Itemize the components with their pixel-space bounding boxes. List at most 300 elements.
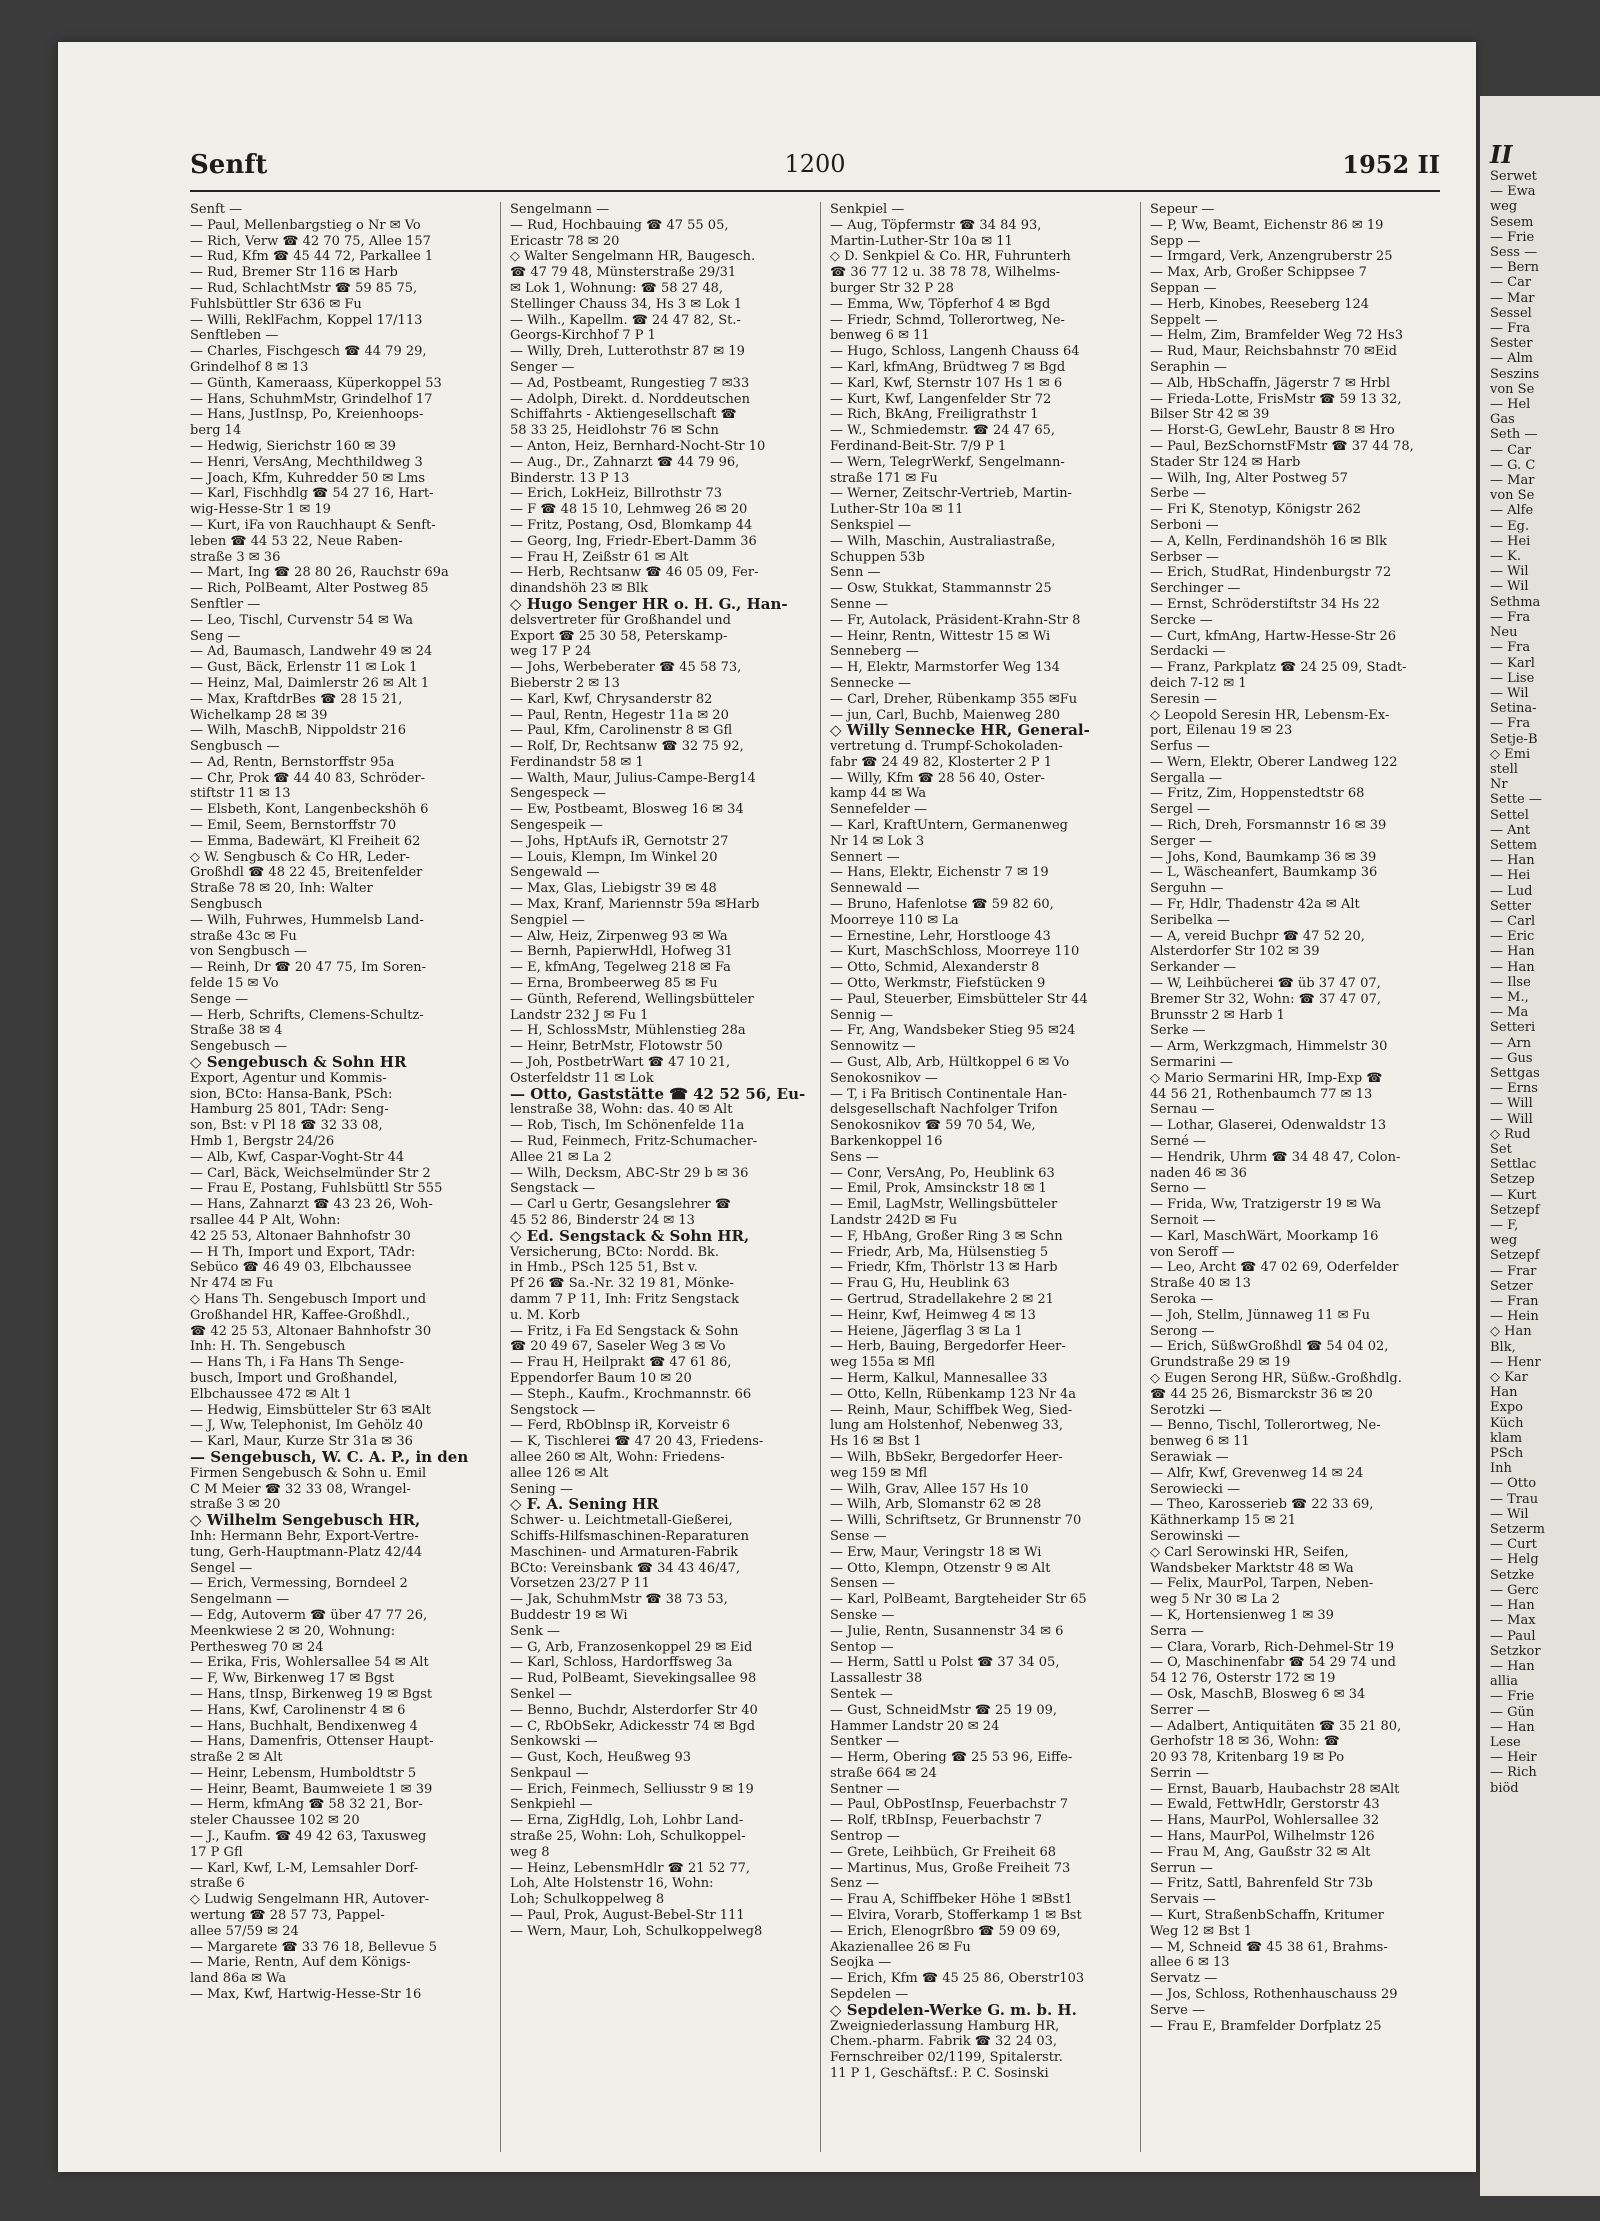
directory-entry-line: — G, Arb, Franzosenkoppel 29 ✉ Eid <box>510 1639 753 1655</box>
directory-entry-line: Sentker — <box>830 1734 900 1750</box>
adjacent-page-line: — Han <box>1490 1658 1535 1674</box>
directory-entry-line: land 86a ✉ Wa <box>190 1971 287 1987</box>
directory-entry-line: — Friedr, Kfm, Thörlstr 13 ✉ Harb <box>830 1260 1058 1276</box>
directory-entry-line: allee 260 ✉ Alt, Wohn: Friedens- <box>510 1449 725 1465</box>
adjacent-page-line: — Max <box>1490 1613 1536 1629</box>
directory-entry-line: — Hans, Buchhalt, Bendixenweg 4 <box>190 1718 418 1734</box>
directory-entry-line: sion, BCto: Hansa-Bank, PSch: <box>190 1086 393 1102</box>
directory-entry-line: Hamburg 25 801, TAdr: Seng- <box>190 1102 389 1118</box>
directory-entry-line: — Fritz, Postang, Osd, Blomkamp 44 <box>510 517 753 533</box>
page-number: 1200 <box>784 150 846 178</box>
directory-entry-line: — Karl, Kwf, Chrysanderstr 82 <box>510 691 713 707</box>
directory-entry-line: — Fr, Autolack, Präsident-Krahn-Str 8 <box>830 612 1081 628</box>
adjacent-page-line: Setzke <box>1490 1567 1535 1583</box>
directory-entry-line: — Heiene, Jägerflag 3 ✉ La 1 <box>830 1323 1023 1339</box>
adjacent-page-line: Setzer <box>1490 1278 1533 1294</box>
adjacent-page-line: weg <box>1490 1233 1518 1249</box>
directory-entry-line: Hs 16 ✉ Bst 1 <box>830 1434 922 1450</box>
directory-entry-line: Serguhn — <box>1150 881 1224 897</box>
directory-entry-line: — Frau G, Hu, Heublink 63 <box>830 1276 1010 1292</box>
directory-entry-line: — Kurt, StraßenbSchaffn, Kritumer <box>1150 1908 1384 1924</box>
directory-entry-line: Serrun — <box>1150 1860 1213 1876</box>
directory-entry-line: — Karl, MaschWärt, Moorkamp 16 <box>1150 1228 1379 1244</box>
directory-entry-line: Sennewald — <box>830 881 920 897</box>
directory-entry-line: Schiffahrts - Aktiengesellschaft ☎ <box>510 407 737 423</box>
directory-entry-line: Bieberstr 2 ✉ 13 <box>510 675 620 691</box>
directory-entry-line: ◇ Wilhelm Sengebusch HR, <box>190 1513 421 1529</box>
adjacent-page-line: — Fra <box>1490 321 1531 337</box>
adjacent-page-line: ◇ Han <box>1490 1324 1532 1340</box>
adjacent-page-line: — Alfe <box>1490 503 1534 519</box>
directory-entry-line: — Alw, Heiz, Zirpenweg 93 ✉ Wa <box>510 928 728 944</box>
directory-entry-line: — Hedwig, Eimsbütteler Str 63 ✉Alt <box>190 1402 431 1418</box>
adjacent-page-line: Settel <box>1490 807 1529 823</box>
directory-entry-line: — Karl, Fischhdlg ☎ 54 27 16, Hart- <box>190 486 434 502</box>
directory-entry-line: ✉ Lok 1, Wohnung: ☎ 58 27 48, <box>510 280 724 296</box>
directory-entry-line: — Horst-G, GewLehr, Baustr 8 ✉ Hro <box>1150 423 1395 439</box>
column-divider <box>500 202 501 2152</box>
directory-entry-line: — Hans, Kwf, Carolinenstr 4 ✉ 6 <box>190 1702 406 1718</box>
adjacent-page-line: — Erns <box>1490 1081 1538 1097</box>
directory-entry-line: — Karl, kfmAng, Brüdtweg 7 ✉ Bgd <box>830 359 1066 375</box>
directory-entry-line: straße 2 ✉ Alt <box>190 1750 283 1766</box>
directory-entry-line: Georgs-Kirchhof 7 P 1 <box>510 328 656 344</box>
directory-entry-line: ◇ Hans Th. Sengebusch Import und <box>190 1291 427 1307</box>
directory-entry-line: tung, Gerh-Hauptmann-Platz 42/44 <box>190 1544 423 1560</box>
directory-entry-line: — Wilh, Decksm, ABC-Str 29 b ✉ 36 <box>510 1165 749 1181</box>
directory-entry-line: — Willy, Kfm ☎ 28 56 40, Oster- <box>830 770 1045 786</box>
directory-entry-line: Servatz — <box>1150 1971 1218 1987</box>
adjacent-page-line: Setzerm <box>1490 1522 1545 1538</box>
adjacent-page-line: biöd <box>1490 1780 1519 1796</box>
directory-entry-line: Serotzki — <box>1150 1402 1222 1418</box>
directory-entry-line: — jun, Carl, Buchb, Maienweg 280 <box>830 707 1061 723</box>
adjacent-page-line: Küch <box>1490 1415 1524 1431</box>
directory-entry-line: — Conr, VersAng, Po, Heublink 63 <box>830 1165 1055 1181</box>
directory-entry-line: — L, Wäscheanfert, Baumkamp 36 <box>1150 865 1378 881</box>
directory-entry-line: Sengelmann — <box>190 1592 290 1608</box>
directory-entry-line: — Hans, Zahnarzt ☎ 43 23 26, Woh- <box>190 1197 433 1213</box>
directory-entry-line: Sengespeik — <box>510 818 603 834</box>
directory-entry-line: — Paul, Kfm, Carolinenstr 8 ✉ Gfl <box>510 723 733 739</box>
directory-entry-line: — Hans, Elektr, Eichenstr 7 ✉ 19 <box>830 865 1049 881</box>
directory-entry-line: — Bernh, PapierwHdl, Hofweg 31 <box>510 944 733 960</box>
directory-entry-line: — Paul, Rentn, Hegestr 11a ✉ 20 <box>510 707 729 723</box>
directory-entry-line: Serdacki — <box>1150 644 1226 660</box>
directory-entry-line: u. M. Korb <box>510 1307 580 1323</box>
directory-entry-line: Senge — <box>190 991 249 1007</box>
directory-entry-line: Wandsbeker Marktstr 48 ✉ Wa <box>1150 1560 1354 1576</box>
adjacent-page-line: — Car <box>1490 275 1532 291</box>
directory-entry-line: Meenkwiese 2 ✉ 20, Wohnung: <box>190 1623 396 1639</box>
directory-entry-line: allee 126 ✉ Alt <box>510 1465 609 1481</box>
directory-entry-line: rsallee 44 P Alt, Wohn: <box>190 1213 341 1228</box>
adjacent-page-line: Sethma <box>1490 594 1541 610</box>
directory-entry-line: — Rud, Maur, Reichsbahnstr 70 ✉Eid <box>1150 344 1397 360</box>
directory-entry-line: — Johs, Werbeberater ☎ 45 58 73, <box>510 660 742 676</box>
directory-entry-line: — Kurt, MaschSchloss, Moorreye 110 <box>830 944 1080 960</box>
directory-entry-line: Schuppen 53b <box>830 549 925 565</box>
directory-entry-line: — H, SchlossMstr, Mühlenstieg 28a <box>510 1023 746 1039</box>
directory-entry-line: Stader Str 124 ✉ Harb <box>1150 454 1301 470</box>
directory-entry-line: — Gertrud, Stradellakehre 2 ✉ 21 <box>830 1291 1054 1307</box>
adjacent-page-line: — Wil <box>1490 685 1529 701</box>
directory-entry-line: Sengstock — <box>510 1402 596 1418</box>
directory-entry-line: Loh, Alte Holstenstr 16, Wohn: <box>510 1876 714 1892</box>
directory-entry-line: — Felix, MaurPol, Tarpen, Neben- <box>1150 1576 1374 1592</box>
adjacent-page-line: — Mar <box>1490 290 1535 306</box>
directory-entry-line: — Reinh, Maur, Schiffbek Weg, Sied- <box>830 1402 1073 1418</box>
adjacent-page-line: — Wil <box>1490 1506 1529 1522</box>
adjacent-page-line: — Hein <box>1490 1309 1539 1325</box>
directory-entry-line: — Wilh., Kapellm. ☎ 24 47 82, St.- <box>510 312 741 328</box>
directory-entry-line: — Günth, Kameraass, Küperkoppel 53 <box>190 375 442 391</box>
directory-entry-line: Sengelmann — <box>510 202 610 217</box>
directory-entry-line: — Kurt, Kwf, Langenfelder Str 72 <box>830 391 1052 407</box>
directory-entry-line: — Heinr, Rentn, Wittestr 15 ✉ Wi <box>830 628 1051 644</box>
directory-entry-line: — Otto, Werkmstr, Fiefstücken 9 <box>830 976 1046 992</box>
directory-entry-line: — Fr, Hdlr, Thadenstr 42a ✉ Alt <box>1150 897 1360 913</box>
directory-entry-line: Inh: Hermann Behr, Export-Vertre- <box>190 1528 419 1544</box>
directory-entry-line: ☎ 20 49 67, Saseler Weg 3 ✉ Vo <box>510 1339 726 1355</box>
directory-entry-line: lung am Holstenhof, Nebenweg 33, <box>830 1418 1064 1434</box>
directory-entry-line: — Ernst, Bauarb, Haubachstr 28 ✉Alt <box>1150 1781 1400 1797</box>
directory-entry-line: Schwer- u. Leichtmetall-Gießerei, <box>510 1513 733 1529</box>
adjacent-page-line: — Curt <box>1490 1537 1537 1553</box>
directory-entry-line: — Max, Kranf, Mariennstr 59a ✉Harb <box>510 897 760 913</box>
directory-entry-line: — Erna, Brombeerweg 85 ✉ Fu <box>510 976 718 992</box>
directory-entry-line: naden 46 ✉ 36 <box>1150 1165 1247 1181</box>
directory-entry-line: Serawiak — <box>1150 1449 1229 1465</box>
directory-entry-line: straße 171 ✉ Fu <box>830 470 938 486</box>
directory-entry-line: Seresin — <box>1150 691 1217 707</box>
directory-entry-line: Sepeur — <box>1150 202 1215 217</box>
adjacent-page-line: Sester <box>1490 336 1533 352</box>
directory-entry-line: Senkspiel — <box>830 517 911 533</box>
adjacent-page-line: — Hei <box>1490 533 1531 549</box>
adjacent-page-line: — Ewa <box>1490 184 1536 200</box>
directory-entry-line: — Ew, Postbeamt, Blosweg 16 ✉ 34 <box>510 802 744 818</box>
directory-entry-line: Nr 474 ✉ Fu <box>190 1276 274 1292</box>
directory-entry-line: — Hendrik, Uhrm ☎ 34 48 47, Colon- <box>1150 1149 1401 1165</box>
adjacent-page-line: — Wil <box>1490 579 1529 595</box>
directory-entry-line: Sentop — <box>830 1639 894 1655</box>
directory-entry-line: Senkpiehl — <box>510 1797 593 1813</box>
directory-entry-line: Sergel — <box>1150 802 1211 818</box>
adjacent-page-line: — Fra <box>1490 716 1531 732</box>
directory-entry-line: Serboni — <box>1150 517 1219 533</box>
directory-entry-line: — Paul, Mellenbargstieg o Nr ✉ Vo <box>190 217 421 233</box>
directory-entry-line: — Heinr, Lebensm, Humboldtstr 5 <box>190 1765 417 1781</box>
directory-entry-line: — Hans, MaurPol, Wohlersallee 32 <box>1150 1813 1380 1829</box>
directory-entry-line: Hammer Landstr 20 ✉ 24 <box>830 1718 1000 1734</box>
directory-entry-line: Serkander — <box>1150 960 1237 976</box>
directory-entry-line: Ferdinandstr 58 ✉ 1 <box>510 754 644 770</box>
directory-entry-line: — Walth, Maur, Julius-Campe-Berg14 <box>510 770 756 786</box>
directory-entry-line: weg 159 ✉ Mfl <box>830 1465 928 1481</box>
directory-entry-line: — Rud, Feinmech, Fritz-Schumacher- <box>510 1134 758 1150</box>
directory-entry-line: Serfus — <box>1150 739 1210 755</box>
directory-entry-line: — Wilh, Ing, Alter Postweg 57 <box>1150 470 1348 486</box>
directory-entry-line: — Joh, PostbetrWart ☎ 47 10 21, <box>510 1055 731 1071</box>
directory-entry-line: port, Eilenau 19 ✉ 23 <box>1150 723 1293 739</box>
directory-entry-line: felde 15 ✉ Vo <box>190 976 279 992</box>
directory-entry-line: — Fri K, Stenotyp, Königstr 262 <box>1150 502 1361 518</box>
directory-entry-line: — F ☎ 48 15 10, Lehmweg 26 ✉ 20 <box>510 502 748 518</box>
directory-entry-line: — Erich, Feinmech, Selliusstr 9 ✉ 19 <box>510 1781 754 1797</box>
directory-entry-line: Sengespeck — <box>510 786 606 802</box>
adjacent-page-line: PSch <box>1490 1446 1524 1462</box>
adjacent-page-header: II <box>1490 140 1513 169</box>
directory-entry-line: Serrer — <box>1150 1702 1211 1718</box>
adjacent-page-line: ◇ Emi <box>1490 746 1531 762</box>
adjacent-page-line: — Will <box>1490 1111 1533 1127</box>
directory-entry-line: — Gust, Bäck, Erlenstr 11 ✉ Lok 1 <box>190 660 418 676</box>
directory-entry-line: Sebüco ☎ 46 49 03, Elbchaussee <box>190 1260 412 1276</box>
directory-entry-line: — Theo, Karosserieb ☎ 22 33 69, <box>1150 1497 1374 1513</box>
adjacent-page-line: — K. <box>1490 549 1521 565</box>
directory-entry-line: Seppelt — <box>1150 312 1218 328</box>
directory-entry-line: — Friedr, Arb, Ma, Hülsenstieg 5 <box>830 1244 1049 1260</box>
adjacent-page-line: Lese <box>1490 1734 1521 1750</box>
directory-entry-line: — Rob, Tisch, Im Schönenfelde 11a <box>510 1118 745 1134</box>
directory-entry-line: — Rud, PolBeamt, Sievekingsallee 98 <box>510 1671 757 1687</box>
directory-entry-line: Großhdl ☎ 48 22 45, Breitenfelder <box>190 865 423 881</box>
directory-entry-line: — Karl, PolBeamt, Bargteheider Str 65 <box>830 1592 1087 1608</box>
directory-entry-line: — Franz, Parkplatz ☎ 24 25 09, Stadt- <box>1150 660 1407 676</box>
adjacent-page-line: Nr <box>1490 777 1508 793</box>
directory-entry-line: Allee 21 ✉ La 2 <box>510 1149 612 1165</box>
directory-entry-line: — Frau H, Zeißstr 61 ✉ Alt <box>510 549 689 565</box>
directory-entry-line: Landstr 242D ✉ Fu <box>830 1213 958 1228</box>
directory-entry-line: — Benno, Tischl, Tollerortweg, Ne- <box>1150 1418 1381 1434</box>
directory-entry-line: Sengebusch — <box>190 1039 288 1055</box>
directory-entry-line: Großhandel HR, Kaffee-Großhdl., <box>190 1307 411 1323</box>
directory-entry-line: — Mart, Ing ☎ 28 80 26, Rauchstr 69a <box>190 565 449 581</box>
directory-entry-line: 58 33 25, Heidlohstr 76 ✉ Schn <box>510 423 719 439</box>
directory-entry-line: — Karl, Kwf, L-M, Lemsahler Dorf- <box>190 1860 419 1876</box>
directory-entry-line: Versicherung, BCto: Nordd. Bk. <box>510 1244 720 1260</box>
directory-entry-line: — Rich, BkAng, Freiligrathstr 1 <box>830 407 1039 423</box>
directory-entry-line: kamp 44 ✉ Wa <box>830 786 927 802</box>
adjacent-page-line: Setje-B <box>1490 731 1538 747</box>
directory-entry-line: — W., Schmiedemstr. ☎ 24 47 65, <box>830 423 1055 439</box>
adjacent-page-line: — Ant <box>1490 822 1531 838</box>
directory-entry-line: — Ernestine, Lehr, Horstlooge 43 <box>830 928 1051 944</box>
column-divider <box>1140 202 1141 2152</box>
directory-entry-line: Serke — <box>1150 1023 1206 1039</box>
adjacent-page-line: — Ma <box>1490 1005 1529 1021</box>
directory-entry-line: — Fritz, Sattl, Bahrenfeld Str 73b <box>1150 1876 1373 1892</box>
adjacent-page-line: Sette — <box>1490 792 1542 808</box>
directory-entry-line: — K, Tischlerei ☎ 47 20 43, Friedens- <box>510 1434 764 1450</box>
directory-entry-line: — Rud, Hochbauing ☎ 47 55 05, <box>510 217 729 233</box>
directory-entry-line: ◇ Ed. Sengstack & Sohn HR, <box>510 1228 750 1245</box>
directory-entry-line: — Heinz, Mal, Daimlerstr 26 ✉ Alt 1 <box>190 675 430 691</box>
directory-entry-line: — Ad, Postbeamt, Rungestieg 7 ✉33 <box>510 375 750 391</box>
directory-entry-line: Sernau — <box>1150 1102 1215 1118</box>
directory-entry-line: allee 6 ✉ 13 <box>1150 1955 1230 1971</box>
directory-entry-line: ◇ Sengebusch & Sohn HR <box>190 1055 407 1071</box>
directory-entry-line: — Chr, Prok ☎ 44 40 83, Schröder- <box>190 770 426 786</box>
directory-entry-line: — Fr, Ang, Wandsbeker Stieg 95 ✉24 <box>830 1023 1076 1039</box>
directory-entry-line: lenstraße 38, Wohn: das. 40 ✉ Alt <box>510 1102 733 1118</box>
directory-entry-line: ☎ 47 79 48, Münsterstraße 29/31 <box>510 265 737 281</box>
directory-entry-line: — Otto, Klempn, Otzenstr 9 ✉ Alt <box>830 1560 1051 1576</box>
directory-entry-line: Chem.-pharm. Fabrik ☎ 32 24 03, <box>830 2034 1058 2050</box>
directory-entry-line: delsgesellschaft Nachfolger Trifon <box>830 1102 1058 1118</box>
directory-entry-line: — Max, Glas, Liebigstr 39 ✉ 48 <box>510 881 717 897</box>
directory-entry-line: allee 57/59 ✉ 24 <box>190 1923 299 1939</box>
column-3 <box>830 202 1126 2152</box>
directory-entry-line: — Rich, Verw ☎ 42 70 75, Allee 157 <box>190 233 431 249</box>
directory-entry-line: Loh; Schulkoppelweg 8 <box>510 1892 665 1908</box>
directory-entry-line: 54 12 76, Osterstr 172 ✉ 19 <box>1150 1671 1336 1687</box>
directory-entry-line: Sennowitz — <box>830 1039 916 1055</box>
directory-entry-line: — Edg, Autoverm ☎ über 47 77 26, <box>190 1607 428 1623</box>
directory-entry-line: — Johs, HptAufs iR, Gernotstr 27 <box>510 833 729 849</box>
directory-entry-line: Sermarini — <box>1150 1055 1233 1071</box>
adjacent-page-line: — F, <box>1490 1218 1519 1234</box>
directory-entry-line: Sennig — <box>830 1007 893 1023</box>
adjacent-page-line: Expo <box>1490 1400 1523 1416</box>
directory-entry-line: — Emma, Ww, Töpferhof 4 ✉ Bgd <box>830 296 1051 312</box>
directory-entry-line: — Rolf, tRbInsp, Feuerbachstr 7 <box>830 1813 1043 1829</box>
adjacent-page-line: Setter <box>1490 898 1531 914</box>
directory-entry-line: — Joach, Kfm, Kuhredder 50 ✉ Lms <box>190 470 426 486</box>
directory-entry-line: — Frida, Ww, Tratzigerstr 19 ✉ Wa <box>1150 1197 1382 1213</box>
directory-entry-line: — J., Kaufm. ☎ 49 42 63, Taxusweg <box>190 1829 427 1845</box>
directory-entry-line: — Erika, Fris, Wohlersallee 54 ✉ Alt <box>190 1655 429 1671</box>
directory-entry-line: Wichelkamp 28 ✉ 39 <box>190 707 328 723</box>
directory-entry-line: — Otto, Kelln, Rübenkamp 123 Nr 4a <box>830 1386 1076 1402</box>
directory-entry-line: Elbchaussee 472 ✉ Alt 1 <box>190 1386 352 1402</box>
directory-entry-line: — Wilh, Maschin, Australiastraße, <box>830 533 1056 549</box>
adjacent-page-line: Sessel <box>1490 305 1532 321</box>
directory-entry-line: son, Bst: v Pl 18 ☎ 32 33 08, <box>190 1118 383 1134</box>
directory-entry-line: Seribelka — <box>1150 912 1230 928</box>
directory-entry-line: Serong — <box>1150 1323 1215 1339</box>
directory-entry-line: — Joh, Stellm, Jünnaweg 11 ✉ Fu <box>1150 1307 1370 1323</box>
directory-entry-line: — Paul, ObPostInsp, Feuerbachstr 7 <box>830 1797 1069 1813</box>
directory-entry-line: Sennefelder — <box>830 802 928 818</box>
directory-entry-line: — Emil, LagMstr, Wellingsbütteler <box>830 1197 1058 1213</box>
directory-entry-line: ◇ D. Senkpiel & Co. HR, Fuhrunterh <box>830 249 1071 265</box>
directory-entry-line: ◇ Carl Serowinski HR, Seifen, <box>1150 1544 1349 1560</box>
directory-entry-line: Sercke — <box>1150 612 1213 628</box>
directory-entry-line: — Rich, PolBeamt, Alter Postweg 85 <box>190 581 429 597</box>
directory-entry-line: Senkpiel — <box>830 202 905 217</box>
adjacent-page-line: Setzep <box>1490 1172 1535 1188</box>
directory-entry-line: Serowinski — <box>1150 1528 1241 1544</box>
directory-entry-line: — Ad, Baumasch, Landwehr 49 ✉ 24 <box>190 644 433 660</box>
directory-entry-line: Sengewald — <box>510 865 600 881</box>
adjacent-page-line: — Henr <box>1490 1354 1541 1370</box>
directory-entry-line: Osterfeldstr 11 ✉ Lok <box>510 1070 654 1086</box>
directory-entry-line: — Frau A, Schiffbeker Höhe 1 ✉Bst1 <box>830 1892 1073 1908</box>
directory-entry-line: — Heinr, BetrMstr, Flotowstr 50 <box>510 1039 723 1055</box>
directory-entry-line: Binderstr. 13 P 13 <box>510 470 630 486</box>
directory-entry-line: — Hans, MaurPol, Wilhelmstr 126 <box>1150 1829 1375 1845</box>
directory-entry-line: — Otto, Gaststätte ☎ 42 52 56, Eu- <box>510 1086 806 1103</box>
directory-entry-line: — Emil, Prok, Amsinckstr 18 ✉ 1 <box>830 1181 1047 1197</box>
directory-entry-line: Serve — <box>1150 2002 1205 2018</box>
adjacent-page-line: — Fra <box>1490 609 1531 625</box>
adjacent-page-line: — Kurt <box>1490 1187 1537 1203</box>
directory-entry-line: — Herm, Obering ☎ 25 53 96, Eiffe- <box>830 1750 1073 1766</box>
directory-entry-line: straße 3 ✉ 36 <box>190 549 281 565</box>
directory-page <box>58 42 1476 2172</box>
column-1 <box>190 202 486 2152</box>
directory-entry-line: — Frau H, Heilprakt ☎ 47 61 86, <box>510 1355 732 1371</box>
directory-entry-line: — Max, Arb, Großer Schippsee 7 <box>1150 265 1367 281</box>
directory-entry-line: — Carl, Dreher, Rübenkamp 355 ✉Fu <box>830 691 1078 707</box>
directory-entry-line: Hmb 1, Bergstr 24/26 <box>190 1134 335 1150</box>
adjacent-page-line: — M., <box>1490 989 1529 1005</box>
directory-entry-line: Straße 40 ✉ 13 <box>1150 1276 1251 1292</box>
directory-entry-line: C M Meier ☎ 32 33 08, Wrangel- <box>190 1481 411 1497</box>
directory-entry-line: Senokosnikov ☎ 59 70 54, We, <box>830 1118 1036 1134</box>
directory-entry-line: — Rud, SchlachtMstr ☎ 59 85 75, <box>190 280 418 296</box>
directory-entry-line: — Hugo, Schloss, Langenh Chauss 64 <box>830 344 1080 360</box>
directory-entry-line: Sepdelen — <box>830 1987 909 2003</box>
directory-entry-line: weg 155a ✉ Mfl <box>830 1355 935 1371</box>
adjacent-page-lines <box>1480 169 1600 1796</box>
directory-entry-line: Sentek — <box>830 1686 893 1702</box>
directory-entry-line: — Lothar, Glaserei, Odenwaldstr 13 <box>1150 1118 1387 1134</box>
directory-entry-line: Barkenkoppel 16 <box>830 1134 943 1150</box>
directory-entry-line: Martin-Luther-Str 10a ✉ 11 <box>830 233 1013 249</box>
directory-entry-line: — J, Ww, Telephonist, Im Gehölz 40 <box>190 1418 424 1434</box>
adjacent-page-line: — Trau <box>1490 1491 1539 1507</box>
directory-entry-line: von Seroff — <box>1150 1244 1235 1260</box>
directory-entry-line: — Rud, Kfm ☎ 45 44 72, Parkallee 1 <box>190 249 434 265</box>
directory-entry-line: ◇ Hugo Senger HR o. H. G., Han- <box>510 596 788 613</box>
directory-entry-line: — Curt, kfmAng, Hartw-Hesse-Str 26 <box>1150 628 1397 644</box>
directory-entry-line: — Jos, Schloss, Rothenhauschauss 29 <box>1150 1987 1398 2003</box>
directory-entry-line: delsvertreter für Großhandel und <box>510 612 731 628</box>
directory-entry-line: — Irmgard, Verk, Anzengruberstr 25 <box>1150 249 1393 265</box>
directory-entry-line: — Aug., Dr., Zahnarzt ☎ 44 79 96, <box>510 454 740 470</box>
column-4 <box>1150 202 1446 2152</box>
directory-entry-line: Senkowski — <box>510 1734 598 1750</box>
directory-entry-line: benweg 6 ✉ 11 <box>1150 1434 1250 1450</box>
directory-entry-line: — Max, KraftdrBes ☎ 28 15 21, <box>190 691 403 707</box>
adjacent-page-line: Seth — <box>1490 427 1538 443</box>
directory-entry-line: Sens — <box>830 1149 879 1165</box>
directory-entry-line: — H Th, Import und Export, TAdr: <box>190 1244 416 1260</box>
directory-entry-line: Eppendorfer Baum 10 ✉ 20 <box>510 1370 692 1386</box>
directory-entry-line: Sengbusch — <box>190 739 280 755</box>
directory-entry-line: ☎ 42 25 53, Altonaer Bahnhofstr 30 <box>190 1323 432 1339</box>
directory-entry-line: Sengpiel — <box>510 912 585 928</box>
directory-entry-line: ◇ Walter Sengelmann HR, Baugesch. <box>510 249 756 265</box>
directory-entry-line: 44 56 21, Rothenbaumch 77 ✉ 13 <box>1150 1086 1373 1102</box>
directory-entry-line: — Heinr, Beamt, Baumweiete 1 ✉ 39 <box>190 1781 433 1797</box>
directory-entry-line: Sengbusch <box>190 897 263 913</box>
directory-entry-line: — Julie, Rentn, Susannenstr 34 ✉ 6 <box>830 1623 1064 1639</box>
directory-entry-line: — Emil, Seem, Bernstorffstr 70 <box>190 818 397 834</box>
directory-entry-line: Zweigniederlassung Hamburg HR, <box>830 2018 1060 2034</box>
directory-entry-line: — T, i Fa Britisch Continentale Han- <box>830 1086 1068 1102</box>
directory-entry-line: — Wilh, BbSekr, Bergedorfer Heer- <box>830 1449 1063 1465</box>
directory-entry-line: — Charles, Fischgesch ☎ 44 79 29, <box>190 344 427 360</box>
directory-entry-line: Firmen Sengebusch & Sohn u. Emil <box>190 1465 427 1481</box>
directory-entry-line: Stellinger Chauss 34, Hs 3 ✉ Lok 1 <box>510 296 743 312</box>
directory-entry-line: — Alb, HbSchaffn, Jägerstr 7 ✉ Hrbl <box>1150 375 1390 391</box>
adjacent-page-line: — Karl <box>1490 655 1535 671</box>
directory-entry-line: Inh: H. Th. Sengebusch <box>190 1339 346 1355</box>
